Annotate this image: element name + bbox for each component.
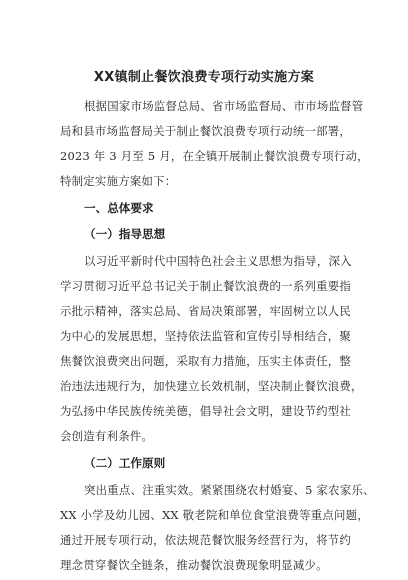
section-heading-overall-requirements: 一、总体要求 xyxy=(84,201,154,215)
guiding-line-2: 学习贯彻习近平总书记关于制止餐饮浪费的一系列重要指 xyxy=(60,279,352,293)
guiding-line-3: 示批示精神，落实总局、省局决策部署，牢固树立以人民 xyxy=(60,304,352,318)
principle-line-2: XX 小学及幼儿园、XX 敬老院和单位食堂浪费等重点问题， xyxy=(60,508,369,522)
guiding-line-1: 以习近平新时代中国特色社会主义思想为指导，深入 xyxy=(84,254,352,268)
subsection-heading-work-principles: （二）工作原则 xyxy=(84,456,166,470)
intro-line-2: 局和县市场监督局关于制止餐饮浪费专项行动统一部署， xyxy=(60,124,352,138)
document-title: XX镇制止餐饮浪费专项行动实施方案 xyxy=(93,70,315,85)
subsection-heading-guiding-ideology: （一）指导思想 xyxy=(84,227,166,241)
guiding-line-8: 会创造有利条件。 xyxy=(60,429,154,443)
intro-line-4: 特制定实施方案如下： xyxy=(60,174,177,188)
intro-line-1: 根据国家市场监督总局、省市场监督局、市市场监督管 xyxy=(84,99,364,113)
principle-line-4: 理念贯穿餐饮全链条，推动餐饮浪费现象明显减少。 xyxy=(60,558,328,572)
principle-line-3: 通过开展专项行动，依法规范餐饮服务经营行为，将节约 xyxy=(60,533,352,547)
guiding-line-4: 为中心的发展思想，坚持依法监管和宣传引导相结合，聚 xyxy=(60,329,352,343)
intro-line-3: 2023 年 3 月至 5 月，在全镇开展制止餐饮浪费专项行动， xyxy=(60,149,369,163)
guiding-line-7: 为弘扬中华民族传统美德，倡导社会文明，建设节约型社 xyxy=(60,404,352,418)
principle-line-1: 突出重点、注重实效。紧紧围绕农村婚宴、5 家农家乐、 xyxy=(84,483,375,497)
guiding-line-6: 治违法违规行为，加快建立长效机制，坚决制止餐饮浪费， xyxy=(60,379,363,393)
guiding-line-5: 焦餐饮浪费突出问题，采取有力措施，压实主体责任，整 xyxy=(60,354,352,368)
